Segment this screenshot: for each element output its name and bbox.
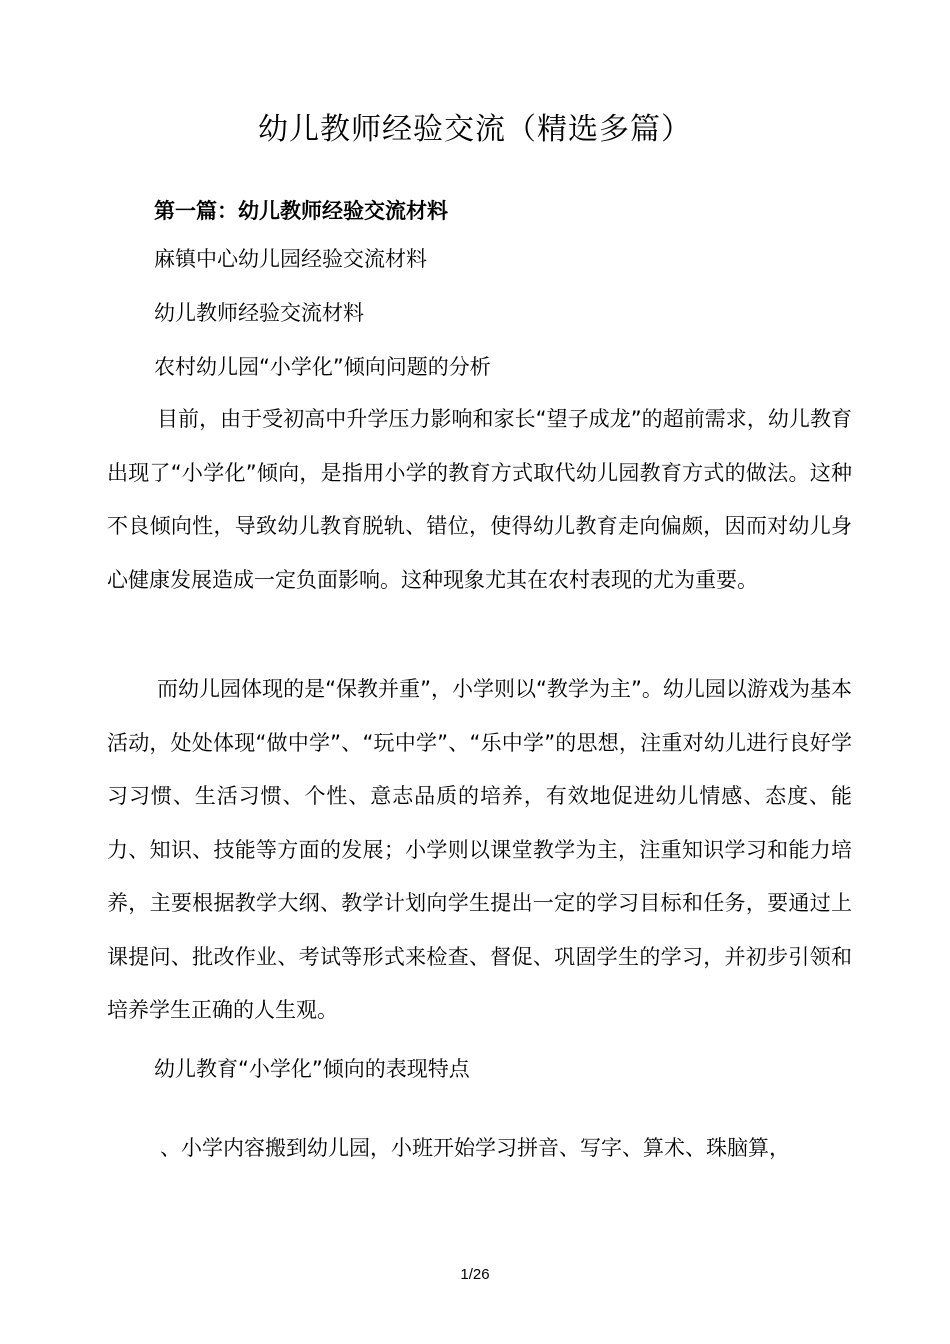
subtitle-3: 农村幼儿园“小学化”倾向问题的分析 [154, 355, 491, 379]
list-item-1: 、小学内容搬到幼儿园，小班开始学习拼音、写字、算术、珠脑算， [160, 1136, 790, 1160]
paragraph-1: 目前，由于受初高中升学压力影响和家长“望子成龙”的超前需求，幼儿教育出现了“小学化”倾向，是指用小学的教育方式取代幼儿园教育方式的做法。这种不良倾向性，导致幼儿教育脱轨、错位，使得幼儿教育走向偏颇，因而对幼儿身心健康发展造成一定负面影响。这种现象尤其在农村表现的尤为重要。 [107, 407, 852, 592]
paragraph-2: 而幼儿园体现的是“保教并重”，小学则以“教学为主”。幼儿园以游戏为基本活动，处处体现“做中学”、“玩中学”、“乐中学”的思想，注重对幼儿进行良好学习习惯、生活习惯、个性、意志品质的培养，有效地促进幼儿情感、态度、能力、知识、技能等方面的发展；小学则以课堂教学为主，注重知识学习和能力培养，主要根据教学大纲、教学计划向学生提出一定的学习目标和任务，要通过上课提问、批改作业、考试等形式来检查、督促、巩固学生的学习，并初步引领和培养学生正确的人生观。 [107, 677, 852, 1022]
page-number: 1/26 [460, 1266, 490, 1283]
subtitle-4: 幼儿教育“小学化”倾向的表现特点 [154, 1057, 470, 1081]
subtitle-2: 幼儿教师经验交流材料 [154, 301, 364, 325]
document-title: 幼儿教师经验交流（精选多篇） [258, 112, 692, 147]
section-heading: 第一篇：幼儿教师经验交流材料 [154, 199, 448, 223]
subtitle-1: 麻镇中心幼儿园经验交流材料 [154, 247, 427, 271]
